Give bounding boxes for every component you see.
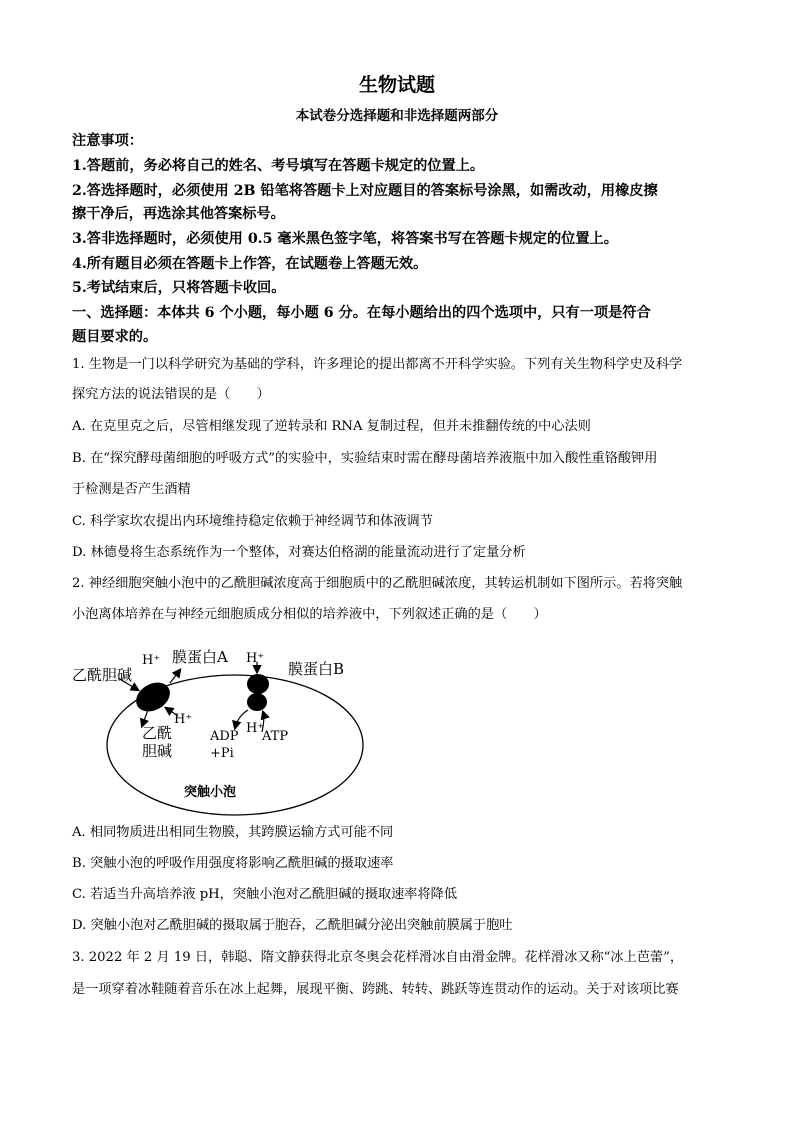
protein-b-upper: [247, 674, 269, 694]
question-2-option-d: D. 突触小泡对乙酰胆碱的摄取属于胞吞，乙酰胆碱分泌出突触前膜属于胞吐: [72, 918, 513, 933]
h-plus-label-a-out: H⁺: [142, 653, 161, 668]
notice-item: 3.答非选择题时，必须使用 0.5 毫米黑色签字笔，将答案书写在答题卡规定的位置上。: [72, 231, 618, 247]
notice-heading: 注意事项：: [72, 133, 143, 149]
question-1-option-c: C. 科学家坎农提出内环境维持稳定依赖于神经调节和体液调节: [72, 514, 433, 529]
question-2-option-b: B. 突触小泡的呼吸作用强度将影响乙酰胆碱的摄取速率: [72, 856, 394, 871]
question-2-option-a: A. 相同物质进出相同生物膜，其跨膜运输方式可能不同: [72, 825, 394, 840]
page-title: 生物试题: [358, 74, 435, 96]
protein-b-lower: [247, 693, 267, 711]
notice-item: 1.答题前，务必将自己的姓名、考号填写在答题卡规定的位置上。: [72, 158, 485, 174]
section-heading-cont: 题目要求的。: [72, 329, 158, 345]
question-1-option-b: B. 在“探究酵母菌细胞的呼吸方式”的实验中，实验结束时需在酵母菌培养液瓶中加入酸性重铬酸钾用: [72, 451, 658, 466]
pi-label: +Pi: [210, 746, 234, 761]
h-out-arrow: [170, 670, 180, 683]
ach-inner-label-1: 乙酰: [142, 724, 173, 742]
question-1-option-a: A. 在克里克之后，尽管相继发现了逆转录和 RNA 复制过程，但并未推翻传统的中心法则: [72, 419, 591, 434]
question-3-stem: 3. 2022 年 2 月 19 日，韩聪、隋文静获得北京冬奥会花样滑冰自由滑金牌。花样滑冰又称“冰上芭蕾”，: [72, 950, 684, 965]
section-heading: 一、选择题：本体共 6 个小题，每小题 6 分。在每小题给出的四个选项中，只有一项是符合: [72, 305, 651, 321]
notice-item: 4.所有题目必须在答题卡上作答，在试题卷上答题无效。: [72, 256, 428, 272]
question-1-stem-cont: 探究方法的说法错误的是（ ）: [72, 387, 270, 402]
notice-item: 2.答选择题时，必须使用 2B 铅笔将答题卡上对应题目的答案标号涂黑，如需改动，用橡皮擦: [72, 183, 658, 199]
notice-item: 擦干净后，再选涂其他答案标号。: [72, 206, 285, 222]
vesicle-diagram: [70, 640, 390, 820]
protein-a-label: 膜蛋白A: [172, 648, 228, 666]
question-1-option-b-cont: 于检测是否产生酒精: [72, 482, 191, 497]
protein-a-shape: [131, 677, 175, 718]
adp-label: ADP: [210, 729, 239, 744]
question-2-stem: 2. 神经细胞突触小泡中的乙酰胆碱浓度高于细胞质中的乙酰胆碱浓度，其转运机制如下图所示。若将突触: [72, 576, 683, 591]
question-1-stem: 1. 生物是一门以科学研究为基础的学科，许多理论的提出都离不开科学实验。下列有关生物科学史及科学: [72, 357, 683, 372]
protein-b-label: 膜蛋白B: [288, 660, 345, 678]
notice-item: 5.考试结束后，只将答题卡收回。: [72, 280, 286, 296]
question-2-option-c: C. 若适当升高培养液 pH，突触小泡对乙酰胆碱的摄取速率将降低: [72, 887, 458, 902]
vesicle-diagram-svg: [70, 640, 390, 820]
vesicle-label: 突触小泡: [184, 785, 237, 800]
question-1-option-d: D. 林德曼将生态系统作为一个整体，对赛达伯格湖的能量流动进行了定量分析: [72, 545, 526, 560]
h-plus-label-b-out: H⁺: [246, 651, 265, 666]
question-2-stem-cont: 小泡离体培养在与神经元细胞质成分相似的培养液中，下列叙述正确的是（ ）: [72, 607, 547, 622]
ach-inner-label-2: 胆碱: [142, 742, 173, 760]
ach-outer-label: 乙酰胆碱: [72, 666, 133, 684]
question-3-stem-cont: 是一项穿着冰鞋随着音乐在冰上起舞，展现平衡、跨跳、转转、跳跃等连贯动作的运动。关于对该项比赛: [72, 982, 679, 997]
h-plus-label-b-in: H⁺: [246, 721, 265, 736]
h-plus-label-a-in: H⁺: [174, 712, 193, 727]
atp-label: ATP: [262, 729, 289, 744]
page-subtitle: 本试卷分选择题和非选择题两部分: [295, 108, 499, 124]
